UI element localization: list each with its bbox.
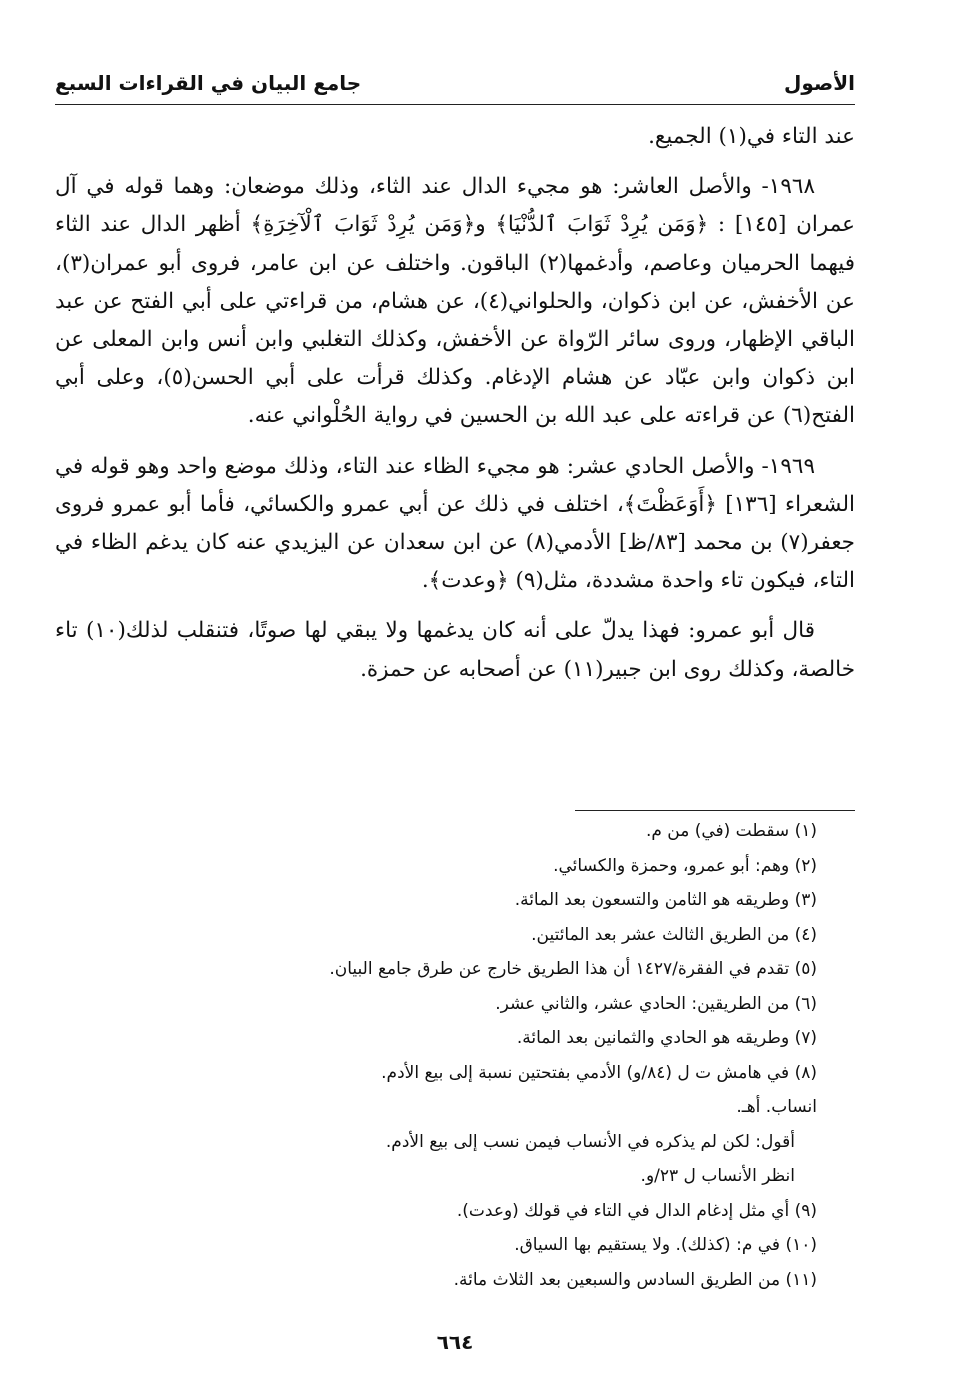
footnote-8: (٨) في هامش ت ل (٨٤/و) الأدمي بفتحتين نسبة إلى بيع الأدم. <box>381 1062 817 1083</box>
footnote-3: (٣) وطريقه هو الثامن والتسعون بعد المائة. <box>514 890 817 910</box>
footnote-8-note-line-2: انظر الأنساب ل ٢٣/و. <box>640 1166 795 1186</box>
paragraph-1969: ١٩٦٩- والأصل الحادي عشر: هو مجيء الظاء عند التاء، وذلك موضع واحد وهو قوله في الشعراء [١٣٦] ﴿أَوَعَظْتَ﴾، اختلف في ذلك عن أبي عمرو والكسائي، فأما أبو عمرو فروى جعفر(٧) بن محمد [٨٣/ظ] الأدمي(٨) عن ابن سعدان عن اليزيدي عنه كان يدغم الظاء في التاء، فيكون تاء واحدة مشددة، مثل(٩) ﴿وعدت﴾. <box>55 453 855 594</box>
running-header <box>55 68 855 105</box>
paragraph-abu-amr: قال أبو عمرو: فهذا يدلّ على أنه كان يدغمها ولا يبقي لها صوتًا، فتنقلب لذلك(١٠) تاء خالصة، وكذلك روى ابن جبير(١١) عن أصحابه عن حمزة. <box>55 618 855 682</box>
page-number: ٦٦٤ <box>436 1330 474 1354</box>
footnote-9: (٩) أي مثل إدغام الدال في التاء في قولك (وعدت). <box>456 1200 817 1221</box>
footnote-6: (٦) من الطريقين: الحادي عشر، والثاني عشر. <box>495 993 817 1014</box>
book-title: جامع البيان في القراءات السبع <box>55 71 362 95</box>
footnote-4: (٤) من الطريق الثالث عشر بعد المائتين. <box>531 924 817 945</box>
paragraph-1968: ١٩٦٨- والأصل العاشر: هو مجيء الدال عند الثاء، وذلك موضعان: وهما قوله في آل عمران [١٤٥] : ﴿وَمَن يُرِدْ ثَوَابَ ٱلدُّنْيَا﴾ و﴿وَمَن يُرِدْ ثَوَابَ ٱلْآخِرَةِ﴾ أظهر الدال عند الثاء فيهما الحرميان وعاصم، وأدغمها(٢) الباقون. واختلف عن ابن عامر، فروى أبو عمران(٣)، عن الأخفش، عن ابن ذكوان، والحلواني(٤)، عن هشام، من قراءتي على أبي الفتح عن عبد الباقي الإظهار، وروى سائر الرّواة عن الأخفش، وكذلك التغلبي وابن أنس وابن المعلى عن ابن ذكوان وابن عبّاد عن هشام الإدغام. وكذلك قرأت على أبي الحسن(٥)، وعلى أبي الفتح(٦) عن قراءته على عبد الله بن الحسين في رواية الحُلْواني عنه. <box>55 174 856 429</box>
main-text <box>55 118 855 701</box>
footnote-5: (٥) تقدم في الفقرة/١٤٢٧ أن هذا الطريق خارج عن طرق جامع البيان. <box>329 959 817 979</box>
footnotes <box>55 814 855 1297</box>
footnote-8-note-line-1: أقول: لكن لم يذكره في الأنساب فيمن نسب إلى بيع الأدم. <box>385 1131 795 1152</box>
paragraph-continuation: عند التاء في(١) الجميع. <box>648 124 855 149</box>
footnote-8-continuation: انساب. أهـ. <box>736 1097 817 1117</box>
footnote-2: (٢) وهم: أبو عمرو، وحمزة والكسائي. <box>553 855 817 876</box>
chapter-title: الأصول <box>784 71 855 95</box>
footnote-10: (١٠) في م: (كذلك). ولا يستقيم بها السياق. <box>514 1235 817 1255</box>
footnote-1: (١) سقطت (في) من م. <box>645 821 817 841</box>
footnote-separator <box>575 810 855 811</box>
book-page <box>55 50 855 1380</box>
footnote-11: (١١) من الطريق السادس والسبعين بعد الثلاث مائة. <box>453 1269 817 1290</box>
footnote-7: (٧) وطريقه هو الحادي والثمانين بعد المائة. <box>516 1028 817 1048</box>
